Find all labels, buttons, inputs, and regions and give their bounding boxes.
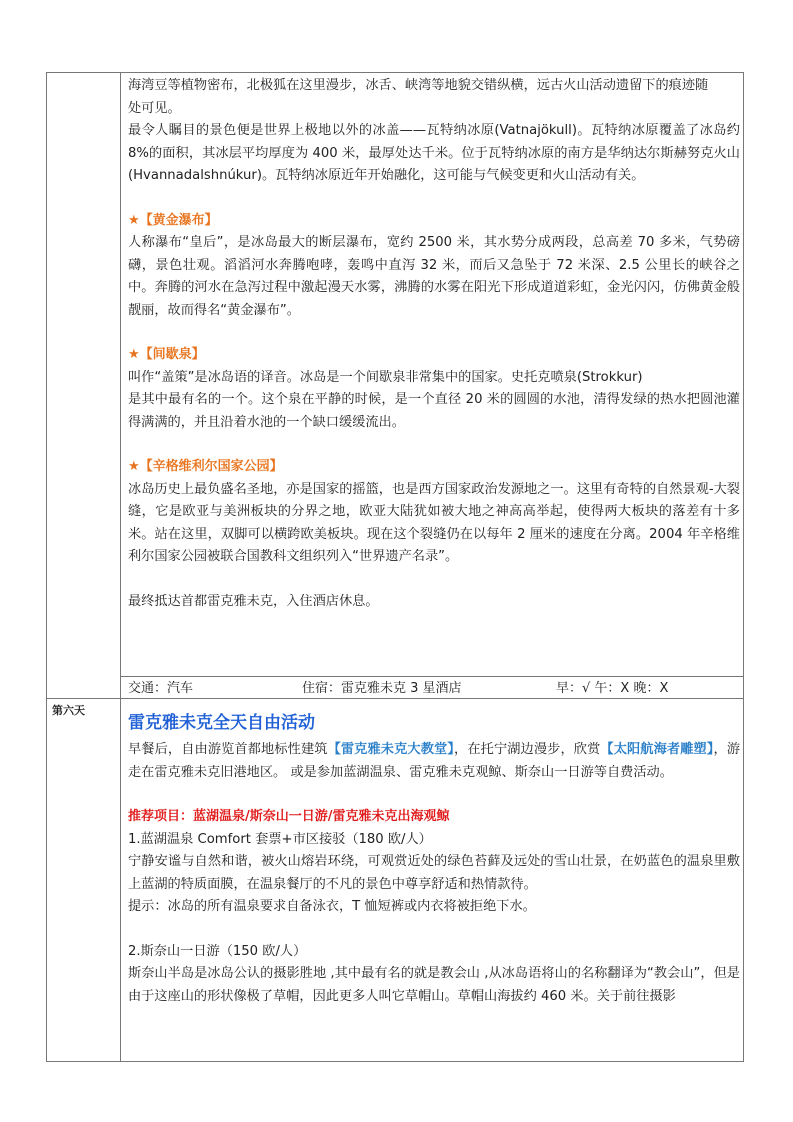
thingvellir-paragraph: 冰岛历史上最负盛名圣地，亦是国家的摇篮，也是西方国家政治发源地之一。这里有奇特的自然景观-大裂缝，它是欧亚与美洲板块的分界之地，欧亚大陆犹如被大地之神高高举起，使得两大板块的落差有十多米。站在这里，双脚可以横跨欧美板块。现在这个裂缝仍在以每年 2 厘米的速度在分离。2004 年辛格维利尔国家公园被联合国教科文组织列入“世界遗产名录”。 bbox=[128, 481, 740, 564]
info-row bbox=[128, 678, 740, 700]
itinerary-table bbox=[46, 72, 744, 1062]
table-bottom-border bbox=[46, 1061, 744, 1062]
day6-text-a: 早餐后，自由游览首都地标性建筑 bbox=[128, 742, 328, 757]
intro-line-1: 海湾豆等植物密布，北极狐在这里漫步，冰舌、峡湾等地貌交错纵横，远古火山活动遗留下的痕迹随 bbox=[128, 78, 709, 93]
transport-info: 交通：汽车 bbox=[128, 681, 194, 696]
item1-title: 1.蓝湖温泉 Comfort 套票+市区接驳（180 欧/人） bbox=[128, 831, 432, 847]
item1-text: 宁静安谧与自然和谐，被火山熔岩环绕，可观赏近处的绿色苔藓及远处的雪山壮景，在奶蓝色的温泉里敷上蓝湖的特质面膜，在温泉餐厅的不凡的景色中尊享舒适和热情款待。 bbox=[128, 854, 740, 892]
item1-tip: 提示：冰岛的所有温泉要求自备泳衣，T 恤短裤或内衣将被拒绝下水。 bbox=[128, 899, 536, 914]
thingvellir-heading: ★【辛格维利尔国家公园】 bbox=[128, 459, 283, 474]
table-left-border bbox=[46, 72, 47, 1062]
geysir-line-2: 是其中最有名的一个。这个泉在平静的时候，是一个直径 20 米的圆圆的水池，清得发绿的热水把圆池灌得满满的，并且沿着水池的一个缺口缓缓流出。 bbox=[128, 392, 740, 430]
hotel-info: 住宿：雷克雅未克 3 星酒店 bbox=[302, 681, 462, 696]
day-title: 雷克雅未克全天自由活动 bbox=[128, 713, 315, 733]
day6-text-b: ，在托宁湖边漫步，欣赏 bbox=[454, 742, 601, 757]
day6-content bbox=[128, 739, 740, 1008]
info-row-top-border bbox=[120, 676, 744, 677]
geysir-heading: ★【间歇泉】 bbox=[128, 347, 205, 362]
item2-title: 2.斯奈山一日游（150 欧/人） bbox=[128, 943, 307, 959]
column-divider bbox=[120, 72, 121, 1062]
gullfoss-heading: ★【黄金瀑布】 bbox=[128, 212, 218, 228]
meals-info: 早：√ 午：X 晚：X bbox=[556, 681, 669, 696]
gullfoss-paragraph: 人称瀑布“皇后”，是冰岛最大的断层瀑布，宽约 2500 米，其水势分成两段，总高差 70 多米，气势磅礴，景色壮观。滔滔河水奔腾咆哮，轰鸣中直泻 32 米，而后又急坠于 72 米深、2.5 公里长的峡谷之中。奔腾的河水在急泻过程中激起漫天水雾，沸腾的水雾在阳光下形成道道彩虹，金光闪闪，仿佛黄金般靓丽，故而得名“黄金瀑布”。 bbox=[128, 235, 740, 318]
item2-text: 斯奈山半岛是冰岛公认的摄影胜地 ,其中最有名的就是教会山 ,从冰岛语将山的名称翻译为“教会山”，但是由于这座山的形状像极了草帽，因此更多人叫它草帽山。草帽山海拔约 460 米。关于前往摄影 bbox=[128, 966, 740, 1004]
table-top-border bbox=[46, 72, 744, 73]
sun-voyager-highlight: 【太阳航海者雕塑】 bbox=[600, 742, 714, 757]
recommended-items: 推荐项目：蓝湖温泉/斯奈山一日游/雷克雅未克出海观鲸 bbox=[128, 809, 450, 824]
table-right-border bbox=[743, 72, 744, 1062]
intro-line-2: 处可见。 bbox=[128, 100, 181, 116]
day6-paragraph bbox=[128, 739, 740, 784]
vatnajokull-paragraph: 最令人瞩目的景色便是世界上极地以外的冰盖——瓦特纳冰原(Vatnajökull)。瓦特纳冰原覆盖了冰岛约 8%的面积，其冰层平均厚度为 400 米，最厚处达千米。位于瓦特纳冰原的南方是华纳达尔斯赫努克火山(Hvannadalshnúkur)。瓦特纳冰原近年开始融化，这可能与气候变更和火山活动有关。 bbox=[128, 123, 740, 183]
day5-content bbox=[128, 75, 740, 613]
cathedral-highlight: 【雷克雅未克大教堂】 bbox=[327, 742, 455, 757]
final-destination: 最终抵达首都雷克雅未克，入住酒店休息。 bbox=[128, 593, 379, 609]
day-label: 第六天 bbox=[52, 704, 85, 717]
day6-text-c: ，游走在雷克雅未克旧港地区。 或是参加蓝湖温泉、雷克雅未克观鲸、斯奈山一日游等自费活动。 bbox=[128, 742, 741, 780]
geysir-line-1: 叫作“盖策”是冰岛语的译音。冰岛是一个间歇泉非常集中的国家。史托克喷泉(Strokkur) bbox=[128, 369, 643, 385]
